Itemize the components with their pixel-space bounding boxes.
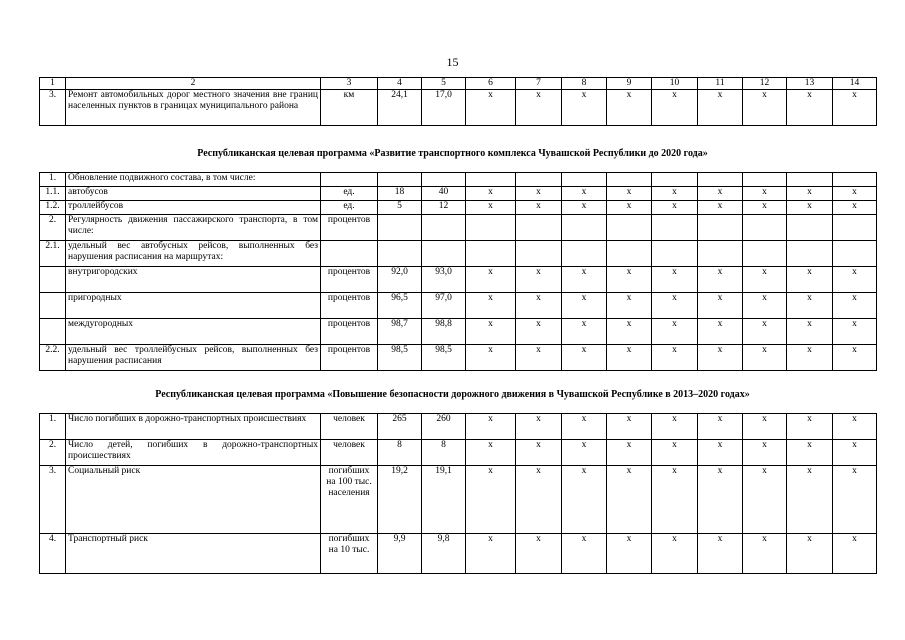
value-col13: х [787,466,833,534]
indicator-name: Социальный риск [66,466,321,534]
table-row [40,345,877,371]
value-col4: 98,5 [378,345,422,371]
value-col7: х [516,201,562,215]
column-number: 2 [66,78,321,90]
value-col14: х [833,267,877,293]
value-col9: х [607,201,652,215]
column-number: 9 [607,78,652,90]
value-col14: х [833,319,877,345]
unit: процентов [321,267,378,293]
value-col5 [422,173,466,187]
table-road-safety [39,413,877,574]
value-col12: х [743,319,787,345]
value-col11: х [698,187,743,201]
value-col10: х [652,466,698,534]
table-row [40,241,877,267]
value-col8: х [562,345,607,371]
value-col13: х [787,345,833,371]
value-col13: х [787,319,833,345]
value-col5: 98,5 [422,345,466,371]
table-row [40,90,877,126]
value-col10 [652,241,698,267]
value-col6 [466,241,516,267]
value-col6: х [466,267,516,293]
value-col9: х [607,293,652,319]
row-number: 2. [40,440,66,466]
value-col9: х [607,466,652,534]
row-number: 4. [40,534,66,574]
value-col12: х [743,414,787,440]
value-col9: х [607,90,652,126]
column-number: 8 [562,78,607,90]
value-col4: 5 [378,201,422,215]
column-number: 14 [833,78,877,90]
indicator-name: автобусов [66,187,321,201]
unit: человек [321,440,378,466]
indicator-name: Регулярность движения пассажирского транспорта, в том числе: [66,215,321,241]
value-col13: х [787,90,833,126]
value-col4: 18 [378,187,422,201]
table-row [40,173,877,187]
column-number: 4 [378,78,422,90]
value-col6: х [466,414,516,440]
value-col13 [787,241,833,267]
value-col11 [698,241,743,267]
value-col8: х [562,534,607,574]
value-col6: х [466,319,516,345]
table-top [39,77,877,126]
value-col10 [652,173,698,187]
row-number [40,267,66,293]
value-col9: х [607,414,652,440]
indicator-name: Обновление подвижного состава, в том числе: [66,173,321,187]
value-col9: х [607,187,652,201]
value-col4: 92,0 [378,267,422,293]
table-row [40,466,877,534]
value-col5: 260 [422,414,466,440]
column-number: 6 [466,78,516,90]
value-col12: х [743,187,787,201]
value-col6: х [466,345,516,371]
value-col12: х [743,90,787,126]
value-col11: х [698,293,743,319]
value-col10: х [652,90,698,126]
value-col9: х [607,267,652,293]
value-col14: х [833,466,877,534]
page-number: 15 [446,55,459,69]
unit [321,241,378,267]
value-col5: 98,8 [422,319,466,345]
value-col13: х [787,534,833,574]
unit: ед. [321,187,378,201]
value-col5: 93,0 [422,267,466,293]
value-col13: х [787,440,833,466]
value-col7 [516,241,562,267]
value-col13: х [787,293,833,319]
value-col9 [607,173,652,187]
value-col7 [516,173,562,187]
indicator-name: троллейбусов [66,201,321,215]
value-col12: х [743,466,787,534]
column-number: 7 [516,78,562,90]
value-col8: х [562,466,607,534]
value-col12 [743,173,787,187]
value-col7: х [516,293,562,319]
value-col11: х [698,90,743,126]
value-col7: х [516,267,562,293]
row-number: 1.1. [40,187,66,201]
value-col14: х [833,293,877,319]
value-col6 [466,215,516,241]
value-col7: х [516,466,562,534]
row-number: 3. [40,466,66,534]
value-col5: 97,0 [422,293,466,319]
value-col5: 12 [422,201,466,215]
value-col5: 8 [422,440,466,466]
value-col9: х [607,440,652,466]
table-row [40,201,877,215]
table-row [40,267,877,293]
value-col6: х [466,440,516,466]
value-col11: х [698,267,743,293]
value-col14 [833,173,877,187]
value-col13: х [787,414,833,440]
value-col12 [743,215,787,241]
value-col4: 24,1 [378,90,422,126]
value-col7: х [516,414,562,440]
value-col6: х [466,187,516,201]
value-col4 [378,241,422,267]
value-col11: х [698,319,743,345]
value-col8: х [562,201,607,215]
value-col14: х [833,90,877,126]
column-number: 11 [698,78,743,90]
column-number: 5 [422,78,466,90]
value-col6 [466,173,516,187]
value-col7: х [516,440,562,466]
value-col14: х [833,201,877,215]
value-col14: х [833,187,877,201]
value-col7 [516,215,562,241]
value-col8 [562,215,607,241]
unit: процентов [321,319,378,345]
value-col7: х [516,90,562,126]
value-col4: 96,5 [378,293,422,319]
table-row [40,440,877,466]
column-number: 3 [321,78,378,90]
unit: процентов [321,345,378,371]
unit: процентов [321,293,378,319]
value-col7: х [516,534,562,574]
indicator-name: междугородных [66,319,321,345]
indicator-name: Ремонт автомобильных дорог местного значения вне границ населенных пунктов в границах муниципального района [66,90,321,126]
value-col14: х [833,534,877,574]
row-number: 2. [40,215,66,241]
row-number [40,293,66,319]
value-col10: х [652,319,698,345]
value-col12: х [743,293,787,319]
value-col13 [787,215,833,241]
value-col10: х [652,345,698,371]
value-col5 [422,241,466,267]
value-col6: х [466,201,516,215]
unit: человек [321,414,378,440]
value-col8: х [562,267,607,293]
row-number: 2.2. [40,345,66,371]
table-row [40,414,877,440]
value-col13: х [787,267,833,293]
value-col8: х [562,414,607,440]
value-col8: х [562,319,607,345]
column-number: 13 [787,78,833,90]
value-col12: х [743,201,787,215]
value-col8 [562,241,607,267]
value-col12: х [743,267,787,293]
value-col5: 9,8 [422,534,466,574]
row-number: 1. [40,414,66,440]
indicator-name: пригородных [66,293,321,319]
header-row [40,78,877,90]
table-row [40,293,877,319]
value-col8: х [562,90,607,126]
value-col11: х [698,466,743,534]
value-col11: х [698,345,743,371]
value-col4 [378,215,422,241]
table-row [40,215,877,241]
indicator-name: внутригородских [66,267,321,293]
section-title-transport: Республиканская целевая программа «Развитие транспортного комплекса Чувашской Республики до 2020 года» [197,148,708,159]
value-col4: 265 [378,414,422,440]
value-col9: х [607,345,652,371]
value-col14: х [833,345,877,371]
value-col10: х [652,414,698,440]
value-col5 [422,215,466,241]
value-col11: х [698,414,743,440]
unit [321,173,378,187]
value-col5: 19,1 [422,466,466,534]
value-col10: х [652,293,698,319]
value-col11 [698,173,743,187]
value-col12: х [743,534,787,574]
value-col9 [607,241,652,267]
row-number: 3. [40,90,66,126]
value-col14: х [833,440,877,466]
value-col4: 98,7 [378,319,422,345]
table-row [40,319,877,345]
unit: процентов [321,215,378,241]
indicator-name: удельный вес автобусных рейсов, выполненных без нарушения расписания на маршрутах: [66,241,321,267]
value-col10: х [652,267,698,293]
column-number: 10 [652,78,698,90]
value-col4 [378,173,422,187]
value-col12: х [743,440,787,466]
value-col5: 17,0 [422,90,466,126]
value-col13: х [787,201,833,215]
column-number: 12 [743,78,787,90]
value-col10: х [652,534,698,574]
value-col9: х [607,319,652,345]
row-number: 2.1. [40,241,66,267]
value-col14 [833,241,877,267]
value-col11 [698,215,743,241]
value-col12: х [743,345,787,371]
value-col9 [607,215,652,241]
value-col5: 40 [422,187,466,201]
value-col6: х [466,466,516,534]
value-col9: х [607,534,652,574]
row-number: 1.2. [40,201,66,215]
table-row [40,187,877,201]
row-number [40,319,66,345]
value-col11: х [698,534,743,574]
value-col12 [743,241,787,267]
value-col10: х [652,201,698,215]
unit: погибших на 100 тыс. населения [321,466,378,534]
value-col8: х [562,293,607,319]
value-col8: х [562,440,607,466]
value-col14 [833,215,877,241]
value-col13: х [787,187,833,201]
indicator-name: удельный вес троллейбусных рейсов, выполненных без нарушения расписания [66,345,321,371]
value-col7: х [516,319,562,345]
value-col10: х [652,187,698,201]
value-col8: х [562,187,607,201]
indicator-name: Транспортный риск [66,534,321,574]
value-col11: х [698,201,743,215]
unit: ед. [321,201,378,215]
indicator-name: Число погибших в дорожно-транспортных происшествиях [66,414,321,440]
value-col8 [562,173,607,187]
value-col7: х [516,345,562,371]
table-transport [39,172,877,371]
table-row [40,534,877,574]
value-col13 [787,173,833,187]
value-col14: х [833,414,877,440]
unit: км [321,90,378,126]
value-col11: х [698,440,743,466]
value-col6: х [466,293,516,319]
value-col10 [652,215,698,241]
column-number: 1 [40,78,66,90]
value-col6: х [466,534,516,574]
value-col6: х [466,90,516,126]
indicator-name: Число детей, погибших в дорожно-транспортных происшествиях [66,440,321,466]
row-number: 1. [40,173,66,187]
value-col7: х [516,187,562,201]
value-col4: 8 [378,440,422,466]
value-col10: х [652,440,698,466]
value-col4: 19,2 [378,466,422,534]
section-title-road-safety: Республиканская целевая программа «Повышение безопасности дорожного движения в Чувашской Республике в 2013–2020 годах» [155,389,750,400]
unit: погибших на 10 тыс. [321,534,378,574]
value-col4: 9,9 [378,534,422,574]
